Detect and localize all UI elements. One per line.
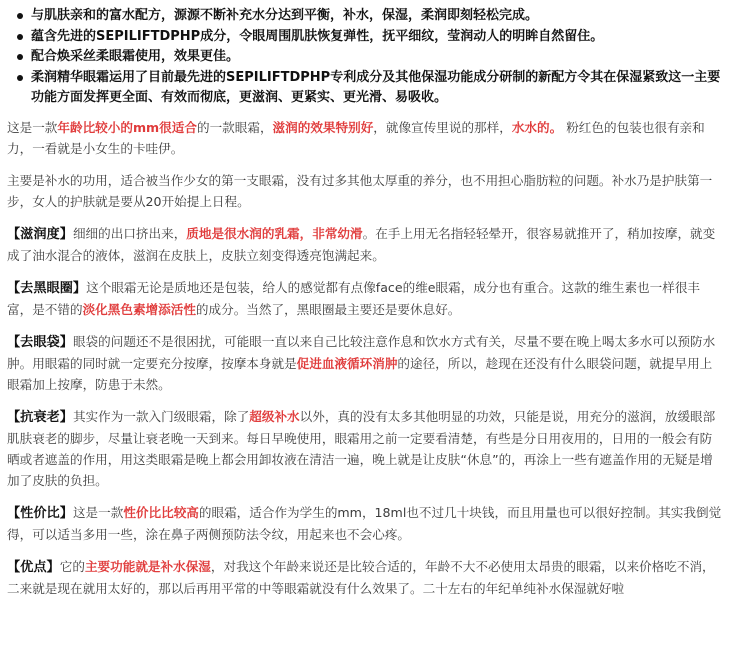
highlight-text: 超级补水 bbox=[249, 408, 300, 424]
body-text: 粉红色的包装也很有亲和力，一看就是小女生的卡哇伊。 bbox=[7, 119, 705, 156]
body-text: 主要是补水的功用，适合被当作少女的第一支眼霜，没有过多其他太厚重的养分，也不用担心脂肪粒的问题。补水乃是护肤第一步，女人的护肤就是要从20开始提上日程。 bbox=[7, 172, 713, 209]
body-text: 的途径，所以，趁现在还没有什么眼袋问题，就提早用上眼霜加上按摩，防患于未然。 bbox=[7, 355, 713, 392]
body-text: 这个眼霜无论是质地还是包装，给人的感觉都有点像face的维e眼霜，成分也有重合。这款的维生素也一样很丰富，是不错的 bbox=[7, 279, 701, 317]
feature-bullet bbox=[31, 68, 722, 109]
feature-bullet-text: 配合焕采丝柔眼霜使用，效果更佳。 bbox=[31, 49, 240, 64]
body-text: 其实作为一款入门级眼霜，除了 bbox=[72, 408, 250, 424]
feature-bullet bbox=[31, 27, 722, 48]
highlight-text: 主要功能就是补水保湿 bbox=[84, 558, 211, 574]
highlight-text: 水水的。 bbox=[511, 119, 563, 135]
review-paragraph-eye-bags bbox=[7, 331, 722, 395]
review-paragraph-moisture bbox=[7, 223, 722, 266]
body-text: 以外，真的没有太多其他明显的功效，只能是说，用充分的滋润，放缓眼部肌肤衰老的脚步，尽量让衰老晚一天到来。每日早晚使用，眼霜用之前一定要看清楚，有些是分日用夜用的，日用的一般会有防晒或者遮盖的作用，用这类眼霜是晚上都会用卸妆液在清洁一遍，晚上就是让皮肤“休息”的，再涂上一些有遮盖作用的无疑是增加了皮肤的负担。 bbox=[7, 408, 716, 488]
highlight-text: 性价比比较高 bbox=[123, 504, 199, 520]
highlight-text: 滋润的效果特别好 bbox=[272, 119, 374, 135]
body-text: 它的 bbox=[59, 558, 85, 574]
body-text: 这是一款 bbox=[7, 119, 58, 135]
review-body bbox=[7, 117, 722, 599]
section-heading: 【去眼袋】 bbox=[7, 334, 73, 350]
feature-bullet-text: 蕴含先进的SEPILIFTDPHP成分，令眼周围肌肤恢复弹性，抚平细纹，莹润动人的明眸自然留住。 bbox=[31, 28, 604, 44]
review-paragraph-pros bbox=[7, 556, 722, 599]
body-text: 细细的出口挤出来， bbox=[72, 225, 187, 241]
review-paragraph-value bbox=[7, 502, 722, 545]
feature-bullet-text: 与肌肤亲和的富水配方，源源不断补充水分达到平衡，补水，保湿，柔润即刻轻松完成。 bbox=[31, 8, 539, 23]
highlight-text: 质地是很水润的乳霜，非常幼滑 bbox=[186, 225, 363, 241]
highlight-text: 淡化黑色素增添活性 bbox=[82, 301, 196, 317]
review-paragraph-intro bbox=[7, 117, 722, 159]
body-text: 。在手上用无名指轻轻晕开，很容易就推开了，稍加按摩，就变成了油水混合的液体，滋润在皮肤上，皮肤立刻变得透亮饱满起来。 bbox=[7, 225, 716, 263]
body-text: 眼袋的问题还不是很困扰，可能眼一直以来自己比较注意作息和饮水方式有关，尽量不要在晚上喝太多水可以预防水肿。用眼霜的同时就一定要充分按摩，按摩本身就是 bbox=[7, 333, 716, 371]
bullet-dot-icon bbox=[17, 13, 23, 19]
section-heading: 【优点】 bbox=[7, 559, 60, 575]
feature-bullet-text: 柔润精华眼霜运用了目前最先进的SEPILIFTDPHP专利成分及其他保湿功能成分研制的新配方令其在保湿紧致这一主要功能方面发挥更全面、有效而彻底，更滋润、更紧实、更光滑、易吸收。 bbox=[31, 69, 721, 105]
body-text: 的成分。当然了，黑眼圈最主要还是要休息好。 bbox=[195, 301, 461, 317]
section-heading: 【滋润度】 bbox=[7, 226, 73, 242]
review-paragraph-dark-circles bbox=[7, 277, 722, 320]
review-paragraph-anti-aging bbox=[7, 406, 722, 491]
highlight-text: 促进血液循环消肿 bbox=[296, 355, 398, 371]
body-text: ，就像宣传里说的那样， bbox=[373, 119, 512, 135]
bullet-dot-icon bbox=[17, 34, 23, 40]
section-heading: 【性价比】 bbox=[7, 505, 73, 521]
body-text: 的一款眼霜， bbox=[196, 119, 273, 135]
feature-bullet-list bbox=[7, 6, 722, 109]
section-heading: 【抗衰老】 bbox=[7, 409, 73, 425]
bullet-dot-icon bbox=[17, 75, 23, 81]
body-text: 的眼霜，适合作为学生的mm，18ml也不过几十块钱，而且用量也可以很好控制。其实我倒觉得，可以适当多用一些，涂在鼻子两侧预防法令纹，用起来也不会心疼。 bbox=[7, 504, 722, 542]
feature-bullet bbox=[31, 6, 722, 27]
highlight-text: 年龄比较小的mm很适合 bbox=[57, 119, 197, 135]
body-text: ，对我这个年龄来说还是比较合适的，年龄不大不必使用太昂贵的眼霜，以来价格吃不消，二来就是现在就用太好的，那以后再用平常的中等眼霜就没有什么效果了。二十左右的年纪单纯补水保湿就好啦 bbox=[7, 558, 715, 596]
body-text: 这是一款 bbox=[72, 504, 124, 520]
review-paragraph-main bbox=[7, 170, 722, 212]
bullet-dot-icon bbox=[17, 54, 23, 60]
feature-bullet bbox=[31, 47, 722, 68]
section-heading: 【去黑眼圈】 bbox=[7, 280, 87, 296]
